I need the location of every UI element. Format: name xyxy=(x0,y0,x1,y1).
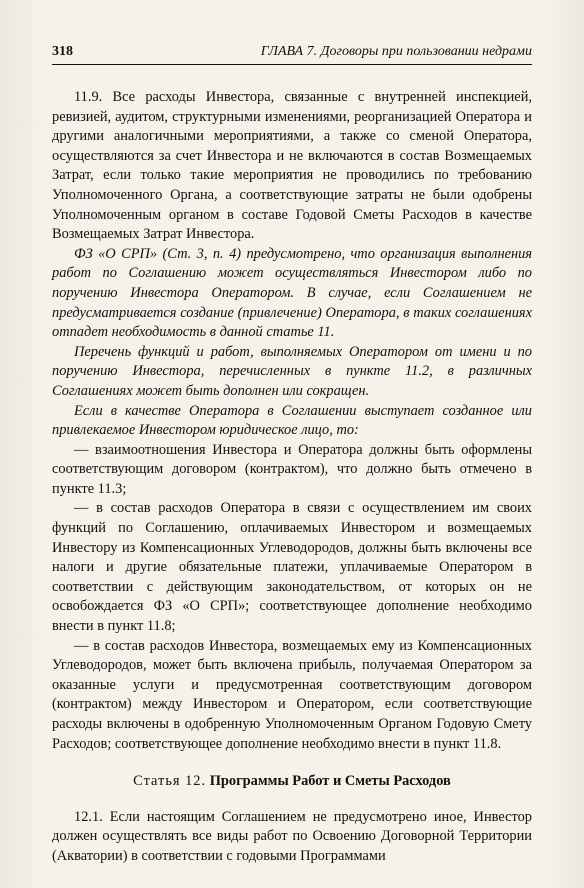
article-number: Статья 12. xyxy=(133,773,207,790)
page-header xyxy=(52,42,532,65)
running-head: ГЛАВА 7. Договоры при пользовании недрами xyxy=(260,44,532,59)
paragraph-11-9: 11.9. Все расходы Инвестора, связанные с внутренней инспекцией, ревизией, аудитом, структурными изменениями, реорганизацией Оператора и другими аналогичными мероприятиями, а также со сменой Оператора, осуществляются за счет Инвестора и не включаются в состав Возмещаемых Затрат, если только такие мероприятия не проводились по требованию Уполномоченного Органа, а соответствующие затраты не были одобрены Уполномоченным органом в составе Годовой Сметы Расходов в качестве Возмещаемых Затрат Инвестора. xyxy=(52,89,532,243)
article-heading xyxy=(52,772,532,792)
commentary-paragraph: Если в качестве Оператора в Соглашении выступает созданное или привлекаемое Инвестором юридическое лицо, то: xyxy=(52,402,532,439)
article-title: Программы Работ и Сметы Расходов xyxy=(209,773,451,790)
paragraph-12-1: 12.1. Если настоящим Соглашением не предусмотрено иное, Инвестор должен осуществлять все виды работ по Освоению Договорной Территории (Акватории) в соответствии с годовыми Программами xyxy=(52,808,532,864)
page-body xyxy=(52,88,532,867)
commentary-paragraph: Перечень функций и работ, выполняемых Оператором от имени и по поручению Инвестора, перечисленных в пункте 11.2, в различных Соглашениях может быть дополнен или сокращен. xyxy=(52,343,532,399)
list-item: — в состав расходов Инвестора, возмещаемых ему из Компенсационных Углеводородов, может быть включена прибыль, получаемая Оператором за оказанные услуги и предусмотренная соответствующим договором (контрактом) между Инвестором и Оператором, если соответствующие расходы включены в одобренную Уполномоченным Органом Годовую Смету Расходов; соответствующее дополнение необходимо внести в пункт 11.8. xyxy=(52,637,532,752)
list-item: — взаимоотношения Инвестора и Оператора должны быть оформлены соответствующим договором (контрактом), что должно быть отмечено в пункте 11.3; xyxy=(52,441,532,497)
page-number: 318 xyxy=(52,44,73,59)
list-item: — в состав расходов Оператора в связи с осуществлением им своих функций по Соглашению, оплачиваемых Инвестором и возмещаемых Инвестору из Компенсационных Углеводородов, должны быть включены все налоги и другие обязательные платежи, уплачиваемые Оператором в соответствии с действующим законодательством, от которых он не освобождается ФЗ «О СРП»; соответствующее дополнение необходимо внести в пункт 11.8; xyxy=(52,500,532,635)
commentary-paragraph: ФЗ «О СРП» (Ст. 3, п. 4) предусмотрено, что организация выполнения работ по Соглашению может осуществляться Инвестором либо по поручению Инвестора Оператором. В случае, если Соглашением не предусматривается создание (привлечение) Оператора, в таких соглашениях отпадет необходимость в данной статье 11. xyxy=(52,245,532,341)
